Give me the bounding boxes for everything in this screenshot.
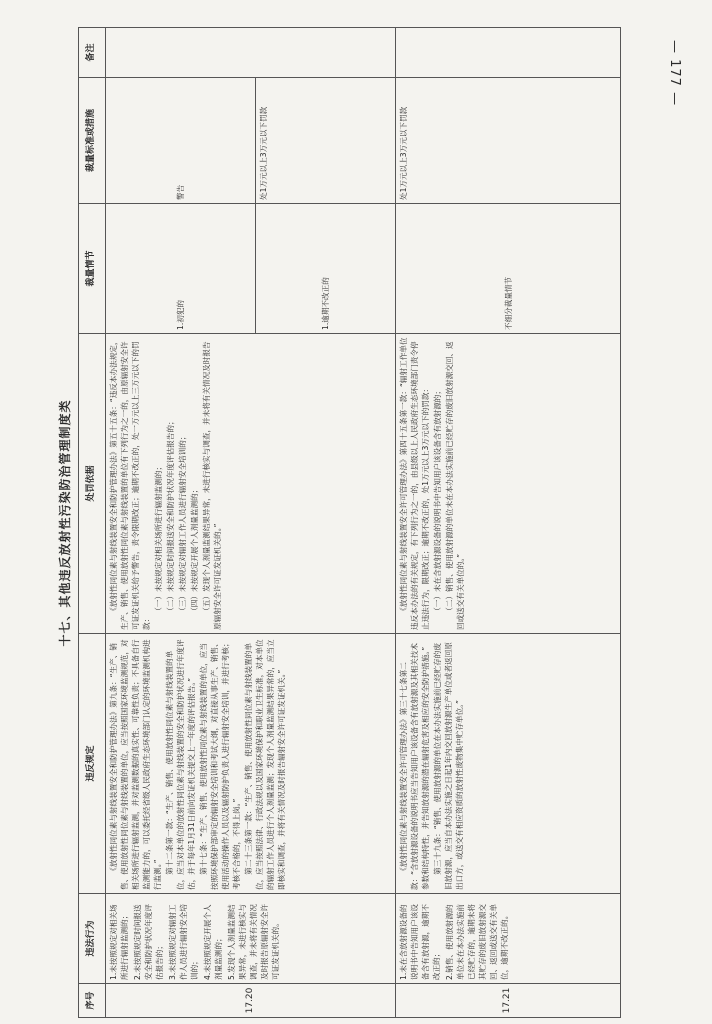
basis-paragraph: 《放射性同位素与射线装置安全和防护管理办法》第五十五条：“违反本办法规定，生产、销售、使用放射性同位素与射线装置的单位有下列行为之一的，由原辐射安全许可证发证机关给予警告，责令限期改正；逾期不改正的，处一万元以上三万元以下的罚款： [109, 337, 151, 630]
basis-paragraph: （四）未按规定开展个人剂量监测的； [190, 485, 199, 615]
behavior-item: 5.发现个人剂量监测结果异常，未进行核实与调查，并未将有关情况及时报告原辐射安全许可证发证机关的。 [227, 904, 280, 980]
measure-cell: 处1万元以上3万元以下罚款 [256, 78, 396, 204]
behavior-item: 1.未按照规定对相关场所进行辐射监测的； [109, 904, 129, 980]
rule-paragraph: 第三十九条：“销售、使用放射源的单位在本办法实施前已经贮存的废旧放射源，应当自本办法实施之日起1年内交回放射源生产单位或者返回原出口方，或送交有相应资质的放射性废物集中贮存单位。” [433, 642, 464, 890]
header-rule: 违反规定 [79, 634, 106, 894]
header-behavior: 违法行为 [79, 894, 106, 984]
basis-paragraph: （二）销售、使用放射源的单位未在本办法实施前已经贮存的废旧放射源交回、返回或送交有关单位的。” [445, 341, 465, 630]
row-rules [106, 634, 396, 894]
basis-paragraph: （五）发现个人剂量监测结果异常，未进行核实与调查，并未将有关情况及时报告原辐射安全许可证发证机关的。” [202, 341, 222, 630]
header-measure: 裁量标准或措施 [79, 78, 106, 204]
row-behaviors [396, 894, 621, 984]
rule-paragraph: 《放射性同位素与射线装置安全许可管理办法》第三十七条第二款：“含放射源设备的说明书应当告知用户该设备含有放射源及其相关技术参数和结构特性，并告知放射源的潜在辐射危害及相应的安全防护措施。” [399, 643, 430, 890]
basis-paragraph: （三）未按规定对辐射工作人员进行辐射安全培训的； [178, 432, 187, 615]
row-seq: 17.21 [396, 984, 621, 1018]
rule-paragraph: 第十七条：“生产、销售、使用放射性同位素与射线装置的单位，应当按照环境保护部审定的辐射安全培训和考试大纲，对直接从事生产、销售、使用活动的操作人员以及辐射防护负责人进行辐射安全培训，并进行考核；考核不合格的，不得上岗。” [199, 639, 241, 890]
remark-cell [396, 28, 621, 78]
rule-paragraph: 《放射性同位素与射线装置安全和防护管理办法》第九条：“生产、销售、使用放射性同位素与射线装置的单位，应当按照国家环境监测规范，对相关场所进行辐射监测，并对监测数据的真实性、可靠性负责；不具备自行监测能力的，可以委托经省级人民政府生态环境部门认定的环境监测机构进行监测。” [109, 639, 162, 890]
table-row [396, 28, 621, 1018]
table-header-row [79, 28, 106, 1018]
page-number: — 177 — [667, 40, 682, 107]
row-basis [106, 334, 396, 634]
circumstance-cell: 不细分裁量情节 [396, 204, 621, 334]
remark-cell [106, 28, 396, 78]
behavior-item: 2.未按照规定时间报送安全和防护状况年度评估报告的； [133, 904, 164, 980]
section-title: 十七、其他违反放射性污染防治管理制度类 [57, 399, 72, 647]
behavior-item: 2.销售、使用放射源的单位未在本办法实施前已经贮存的，逾期未将其贮存的废旧放射源交回、返回或送交有关单位，逾期不改正的。 [445, 904, 509, 980]
behavior-item: 1.未在含放射源设备的说明书中告知用户该设备含有放射源，逾期不改正的； [399, 904, 441, 980]
rule-paragraph: 第十二条第一款：“生产、销售、使用放射性同位素与射线装置的单位，应当对本单位的放射性同位素与射线装置的安全和防护状况进行年度评估，并于每年1月31日前向发证机关提交上一年度的评估报告。” [165, 639, 196, 890]
header-remark: 备注 [79, 28, 106, 78]
basis-paragraph: （一）未在含放射源设备的说明书中告知用户该设备含有放射源的； [433, 387, 442, 615]
circumstance-cell: 1.逾期不改正的 [256, 204, 396, 334]
row-basis [396, 334, 621, 634]
measure-cell: 处1万元以上3万元以下罚款 [396, 78, 621, 204]
circumstance-cell: 1.初犯的 [106, 204, 256, 334]
behavior-item: 4.未按照规定开展个人剂量监测的； [203, 904, 223, 980]
penalty-standards-table [78, 27, 621, 1018]
row-behaviors [106, 894, 396, 984]
row-rules [396, 634, 621, 894]
basis-paragraph: （一）未按规定对相关场所进行辐射监测的； [154, 462, 163, 615]
rotated-table-region [50, 28, 650, 1018]
table-row [106, 28, 256, 1018]
rule-paragraph: 第二十三条第一款：“生产、销售、使用放射性同位素与射线装置的单位，应当按照法律、行政法规以及国家环境保护和职业卫生标准，对本单位的辐射工作人员进行个人剂量监测；发现个人剂量监测结果异常的，应当立即核实和调查，并将有关情况及时报告辐射安全许可证发证机关。” [244, 639, 286, 890]
measure-cell: 警告 [106, 78, 256, 204]
header-basis: 处罚依据 [79, 334, 106, 634]
basis-paragraph: 《放射性同位素与射线装置安全许可管理办法》第四十五条第一款：“辐射工作单位违反本办法的有关规定，有下列行为之一的，由县级以上人民政府生态环境部门责令停止违法行为，限期改正；逾期不改正的，处1万元以上3万元以下的罚款： [399, 337, 430, 630]
row-seq: 17.20 [106, 984, 396, 1018]
behavior-item: 3.未按照规定对辐射工作人员进行辐射安全培训的； [168, 904, 199, 980]
header-circumstance: 裁量情节 [79, 204, 106, 334]
basis-paragraph: （二）未按规定时间报送安全和防护状况年度评估报告的； [166, 417, 175, 615]
header-seq: 序号 [79, 984, 106, 1018]
